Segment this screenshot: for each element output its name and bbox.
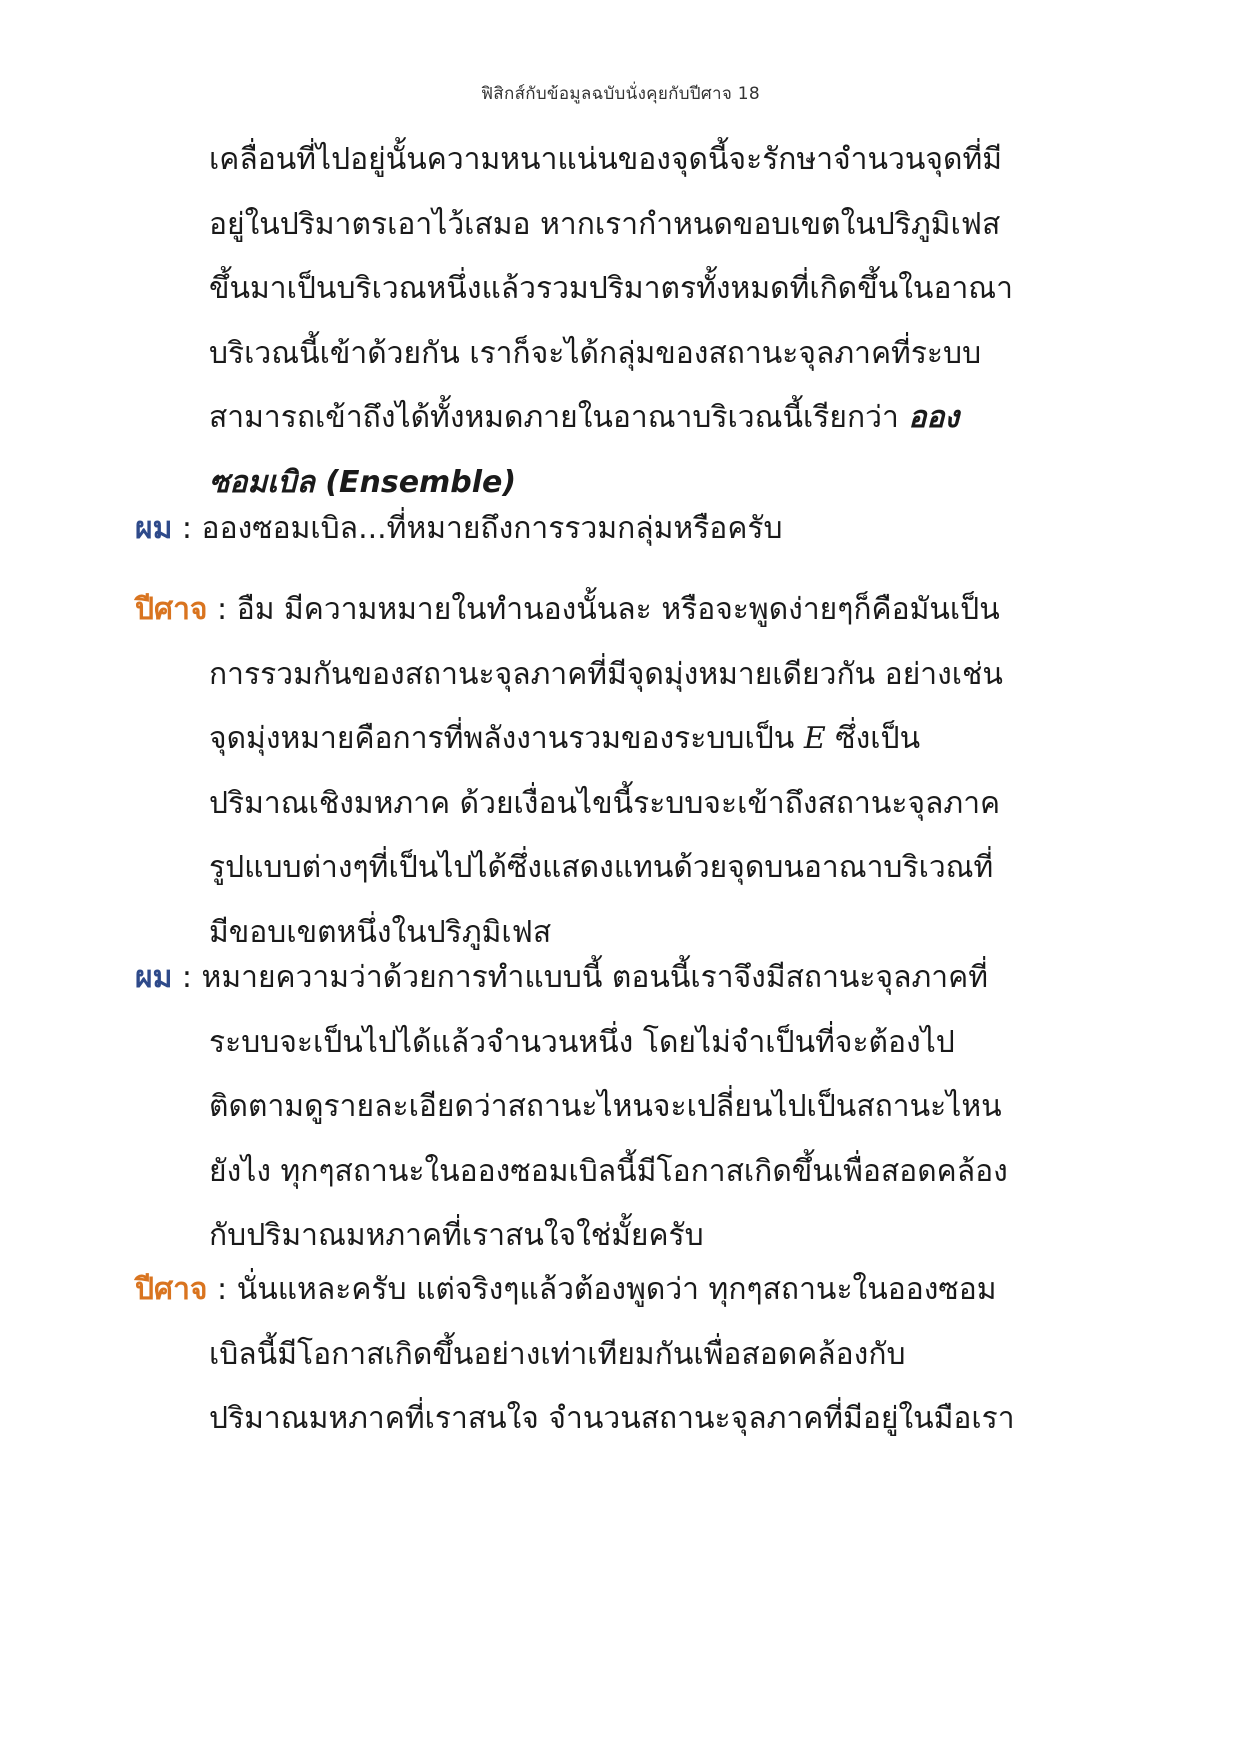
text-line: ระบบจะเป็นไปได้แล้วจำนวนหนึ่ง โดยไม่จำเป็นที่จะต้องไป bbox=[209, 1024, 955, 1060]
text-line: ขึ้นมาเป็นบริเวณหนึ่งแล้วรวมปริมาตรทั้งหมดที่เกิดขึ้นในอาณา bbox=[209, 271, 1013, 306]
ensemble-term: ซอมเบิล (Ensemble) bbox=[209, 464, 517, 500]
text-line: บริเวณนี้เข้าด้วยกัน เราก็จะได้กลุ่มของสถานะจุลภาคที่ระบบ bbox=[209, 335, 982, 371]
text-line: เบิลนี้มีโอกาสเกิดขึ้นอย่างเท่าเทียมกันเพื่อสอดคล้องกับ bbox=[209, 1336, 906, 1372]
dialogue-me-1 bbox=[135, 497, 1141, 562]
text-line bbox=[135, 497, 1141, 562]
text-line bbox=[135, 578, 1141, 643]
speaker-label-me: ผม bbox=[135, 511, 173, 546]
dialogue-pisat-1 bbox=[135, 578, 1141, 965]
text-line: ปริมาณเชิงมหภาค ด้วยเงื่อนไขนี้ระบบจะเข้าถึงสถานะจุลภาค bbox=[209, 785, 1001, 821]
text-line: อยู่ในปริมาตรเอาไว้เสมอ หากเรากำหนดขอบเขตในปริภูมิเฟส bbox=[209, 206, 1001, 242]
text-line bbox=[135, 707, 1141, 772]
ensemble-term: ออง bbox=[908, 400, 960, 435]
speaker-separator: : bbox=[207, 1272, 237, 1307]
speaker-label-me: ผม bbox=[135, 960, 173, 995]
text-span: หมายความว่าด้วยการทำแบบนี้ ตอนนี้เราจึงมีสถานะจุลภาคที่ bbox=[201, 960, 988, 995]
dialogue-me-2 bbox=[135, 946, 1141, 1269]
running-header: ฟิสิกส์กับข้อมูลฉบับนั่งคุยกับปีศาจ 18 bbox=[480, 84, 761, 104]
dialogue-pisat-2 bbox=[135, 1258, 1141, 1452]
text-span: นั่นแหละครับ แต่จริงๆแล้วต้องพูดว่า ทุกๆสถานะในอองซอม bbox=[236, 1272, 997, 1307]
text-line bbox=[135, 946, 1141, 1011]
paragraph-ensemble-definition bbox=[135, 128, 1141, 515]
text-line: กับปริมาณมหภาคที่เราสนใจใช่มั้ยครับ bbox=[209, 1218, 704, 1253]
speaker-label-pisat: ปีศาจ bbox=[135, 592, 208, 627]
text-line: มีขอบเขตหนึ่งในปริภูมิเฟส bbox=[209, 914, 552, 950]
text-span: สามารถเข้าถึงได้ทั้งหมดภายในอาณาบริเวณนี้เรียกว่า bbox=[209, 400, 909, 435]
speaker-separator: : bbox=[207, 592, 237, 627]
text-line bbox=[135, 386, 1141, 451]
text-span: อืม มีความหมายในทำนองนั้นละ หรือจะพูดง่ายๆก็คือมันเป็น bbox=[236, 592, 1000, 627]
speaker-label-pisat: ปีศาจ bbox=[135, 1272, 208, 1307]
text-span: จุดมุ่งหมายคือการที่พลังงานรวมของระบบเป็น bbox=[209, 721, 804, 756]
text-line bbox=[135, 1258, 1141, 1323]
text-line: เคลื่อนที่ไปอยู่นั้นความหนาแน่นของจุดนี้จะรักษาจำนวนจุดที่มี bbox=[209, 142, 1002, 177]
speaker-separator: : bbox=[172, 960, 202, 995]
math-symbol-e: E bbox=[803, 721, 826, 756]
text-line: ปริมาณมหภาคที่เราสนใจ จำนวนสถานะจุลภาคที่มีอยู่ในมือเรา bbox=[209, 1401, 1015, 1436]
speaker-separator: : bbox=[172, 511, 202, 546]
text-line: รูปแบบต่างๆที่เป็นไปได้ซึ่งแสดงแทนด้วยจุดบนอาณาบริเวณที่ bbox=[209, 850, 994, 885]
text-line: ติดตามดูรายละเอียดว่าสถานะไหนจะเปลี่ยนไปเป็นสถานะไหน bbox=[209, 1089, 1002, 1124]
text-line: การรวมกันของสถานะจุลภาคที่มีจุดมุ่งหมายเดียวกัน อย่างเช่น bbox=[209, 656, 1003, 692]
text-span: ซึ่งเป็น bbox=[825, 721, 921, 756]
text-span: อองซอมเบิล...ที่หมายถึงการรวมกลุ่มหรือครับ bbox=[201, 511, 783, 546]
text-line: ยังไง ทุกๆสถานะในอองซอมเบิลนี้มีโอกาสเกิดขึ้นเพื่อสอดคล้อง bbox=[209, 1153, 1008, 1189]
